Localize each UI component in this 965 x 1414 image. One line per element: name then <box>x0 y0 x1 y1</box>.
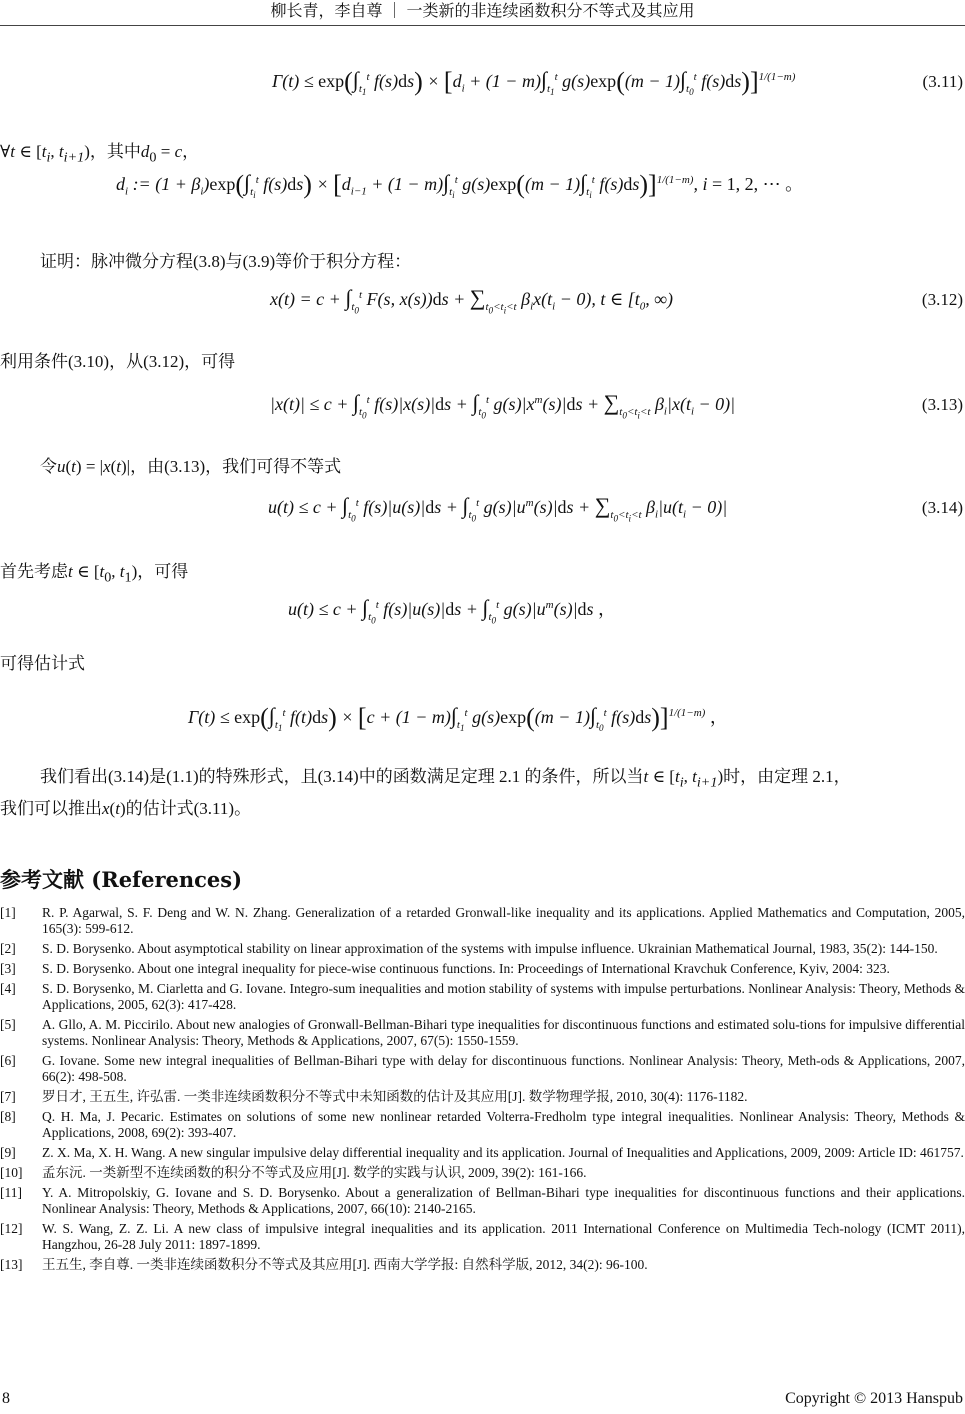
reference-item: [12] W. S. Wang, Z. Z. Li. A new class of impulsive integral inequalities and its application. 2011 International Conference on Multimedia Tech-nology (ICMT 2011), Hangzhou, 26-28 July 2011: 1897-1899. <box>0 1221 965 1252</box>
equation-number: (3.12) <box>921 290 963 309</box>
paragraph-conclusion-2: 我们可以推出x(t)的估计式(3.11)。 <box>0 799 252 818</box>
page-number: 8 <box>2 1390 10 1407</box>
conclusion-a: 我们看出(3.14)是(1.1)的特殊形式，且(3.14)中的函数满足定理 2.1 的条件，所以当 <box>40 767 644 786</box>
conclusion-d: 的估计式(3.11)。 <box>125 799 252 818</box>
conclusion-b: 时，由定理 2.1， <box>723 767 851 786</box>
reference-item: [7] 罗日才, 王五生, 许弘雷. 一类非连续函数积分不等式中未知函数的估计及其应用[J]. 数学物理学报, 2010, 30(4): 1176-1182. <box>0 1089 748 1104</box>
first-prefix: 首先考虑 <box>0 562 68 581</box>
paragraph-first: 首先考虑t ∈ [$t_0$, $t_1$)，可得 <box>0 562 189 586</box>
let-prefix: 令 <box>40 457 57 476</box>
copyright: Copyright © 2013 Hanspub <box>785 1390 963 1407</box>
let-suffix: ，由(3.13)，我们可得不等式 <box>130 457 342 476</box>
where-text: ，其中 <box>89 142 141 161</box>
reference-item: [1] R. P. Agarwal, S. F. Deng and W. N. Zhang. Generalization of a retarded Gronwall-like inequality and its applications. Applied Mathematics and Computation, 2005, 165(3): 599-612. <box>0 905 965 936</box>
reference-item: [8] Q. H. Ma, J. Pecaric. Estimates on solutions of some new nonlinear retarded Volterra-Fredholm type integral inequalities. Nonlinear Analysis: Theory, Methods & Applications, 2008, 69(2): 393-407. <box>0 1109 965 1140</box>
paragraph-using: 利用条件(3.10)，从(3.12)，可得 <box>0 352 236 371</box>
reference-item: [9] Z. X. Ma, X. H. Wang. A new singular impulsive delay differential inequality and its application. Journal of Inequalities and Applications, 2009, 2009: Article ID: 461757. <box>0 1145 964 1160</box>
conclusion-c: 我们可以推出 <box>0 799 102 818</box>
reference-item: [4] S. D. Borysenko, M. Ciarletta and G. Iovane. Integro-sum inequalities and motion stability of systems with impulse perturbations. Nonlinear Analysis: Theory, Methods & Applications, 2005, 62(3): 417-428. <box>0 981 965 1012</box>
equation-number: (3.11) <box>922 72 963 91</box>
reference-item: [3] S. D. Borysenko. About one integral inequality for piece-wise continuous functions. In: Proceedings of International Kravchuk Conference, Kyiv, 2004: 323. <box>0 961 890 976</box>
paragraph-where: ∀t ∈ [$t_i$, $t_{i+1}$)，其中$d_0 = c$， <box>0 142 200 166</box>
running-header: 柳长青，李自尊 ｜ 一类新的非连续函数积分不等式及其应用 <box>270 3 695 20</box>
reference-item: [13] 王五生, 李自尊. 一类非连续函数积分不等式及其应用[J]. 西南大学学报: 自然科学版, 2012, 34(2): 96-100. <box>0 1257 648 1272</box>
reference-item: [5] A. Gllo, A. M. Piccirilo. About new analogies of Gronwall-Bellman-Bihari type inequalities for discontinuous functions and estimated solu-tions for impulsive differential systems. Nonlinear Analysis: Theory, Methods & Applications, 2007, 67(5): 1550-1559. <box>0 1017 965 1048</box>
reference-item: [10] 孟东沅. 一类新型不连续函数的积分不等式及应用[J]. 数学的实践与认识, 2009, 39(2): 161-166. <box>0 1165 587 1180</box>
first-suffix: ，可得 <box>137 562 189 581</box>
paragraph-let: 令u(t) = |x(t)|，由(3.13)，我们可得不等式 <box>40 457 342 476</box>
paragraph-estimate: 可得估计式 <box>0 654 85 673</box>
references-heading: 参考文献 (References) <box>0 867 243 892</box>
equation-number: (3.14) <box>921 498 963 517</box>
paragraph-conclusion: 我们看出(3.14)是(1.1)的特殊形式，且(3.14)中的函数满足定理 2.1 的条件，所以当t ∈ [$t_i$, $t_{i+1}$)时，由定理 2.1， <box>40 767 851 791</box>
paragraph-proof: 证明：脉冲微分方程(3.8)与(3.9)等价于积分方程： <box>40 252 412 271</box>
equation-number: (3.13) <box>921 395 963 414</box>
references-list <box>0 905 965 1277</box>
reference-item: [2] S. D. Borysenko. About asymptotical stability on linear approximation of the systems with impulse influence. Ukrainian Mathematical Journal, 1983, 35(2): 144-150. <box>0 941 938 956</box>
reference-item: [6] G. Iovane. Some new integral inequalities of Bellman-Bihari type with delay for discontinuous functions. Nonlinear Analysis: Theory, Meth-ods & Applications, 2007, 66(2): 498-508. <box>0 1053 965 1084</box>
header-rule <box>0 25 965 26</box>
reference-item: [11] Y. A. Mitropolskiy, G. Iovane and S. D. Borysenko. About a generalization of Bellman-Bihari type inequalities for discontinuous functions and their applications. Nonlinear Analysis: Theory, Methods & Applications, 2007, 66(10): 2140-2165. <box>0 1185 965 1216</box>
